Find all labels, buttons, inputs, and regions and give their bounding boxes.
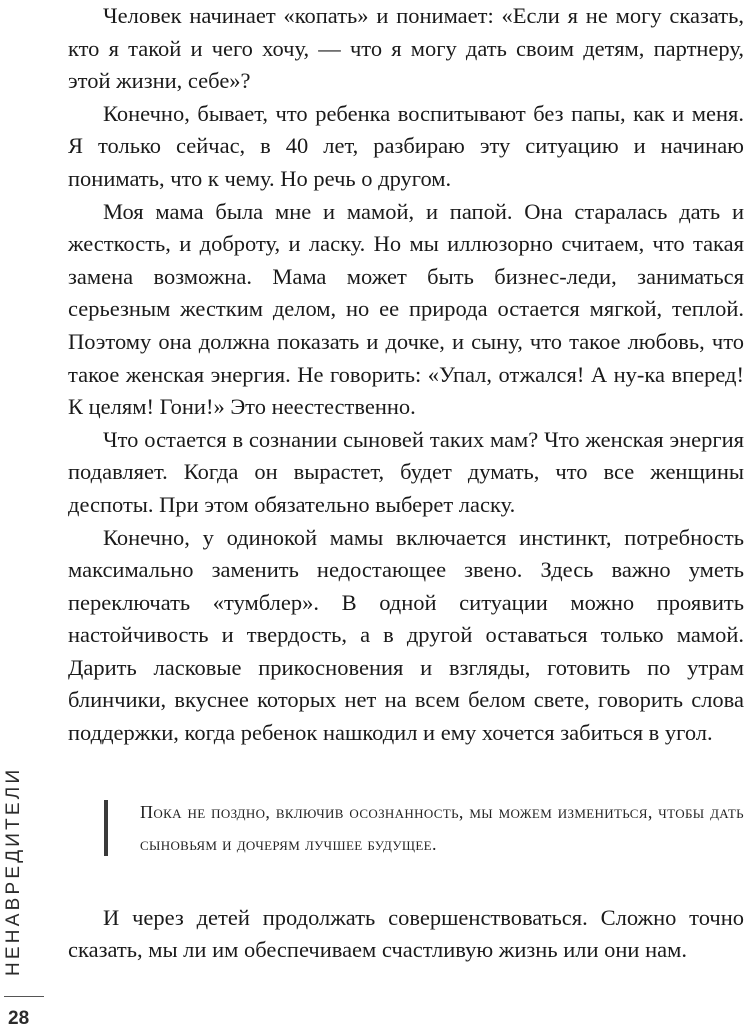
pull-quote [104, 796, 744, 860]
paragraph-4: Что остается в сознании сыновей таких мам? Что женская энергия подавляет. Когда он вырастет, будет думать, что все женщины деспоты. При этом обязательно выберет ласку. [68, 426, 744, 517]
quote-text: Пока не поздно, включив осознанность, мы можем измениться, чтобы дать сыновьям и дочерям лучшее будущее. [140, 801, 744, 854]
quote-bar [104, 800, 108, 856]
page-number: 28 [8, 1008, 30, 1029]
running-title: НЕНАВРЕДИТЕЛИ [3, 766, 24, 976]
body-text [68, 0, 744, 750]
folio-rule [4, 996, 44, 997]
paragraph-2: Конечно, бывает, что ребенка воспитывают без папы, как и меня. Я только сейчас, в 40 лет, разбираю эту ситуацию и начинаю понимать, что к чему. Но речь о другом. [68, 100, 744, 191]
paragraph-3: Моя мама была мне и мамой, и папой. Она старалась дать и жесткость, и доброту, и ласку. Но мы иллюзорно считаем, что такая замена возможна. Мама может быть бизнес-леди, заниматься серьезным жестким делом, но ее природа остается мягкой, теплой. Поэтому она должна показать и дочке, и сыну, что такое любовь, что такое женская энергия. Не говорить: «Упал, отжался! А ну-ка вперед! К целям! Гони!» Это неестественно. [68, 198, 744, 420]
closing-paragraph: И через детей продолжать совершенствоваться. Сложно точно сказать, мы ли им обеспечиваем счастливую жизнь или они нам. [68, 904, 744, 963]
paragraph-5: Конечно, у одинокой мамы включается инстинкт, потребность максимально заменить недостающее звено. Здесь важно уметь переключать «тумблер». В одной ситуации можно проявить настойчивость и твердость, а в другой оставаться только мамой. Дарить ласковые прикосновения и взгляды, готовить по утрам блинчики, вкуснее которых нет на всем белом свете, говорить слова поддержки, когда ребенок нашкодил и ему хочется забиться в угол. [68, 524, 744, 746]
main-text-column [68, 0, 744, 967]
paragraph-1: Человек начинает «копать» и понимает: «Если я не могу сказать, кто я такой и чего хочу, — что я могу дать своим детям, партнеру, этой жизни, себе»? [68, 3, 744, 94]
